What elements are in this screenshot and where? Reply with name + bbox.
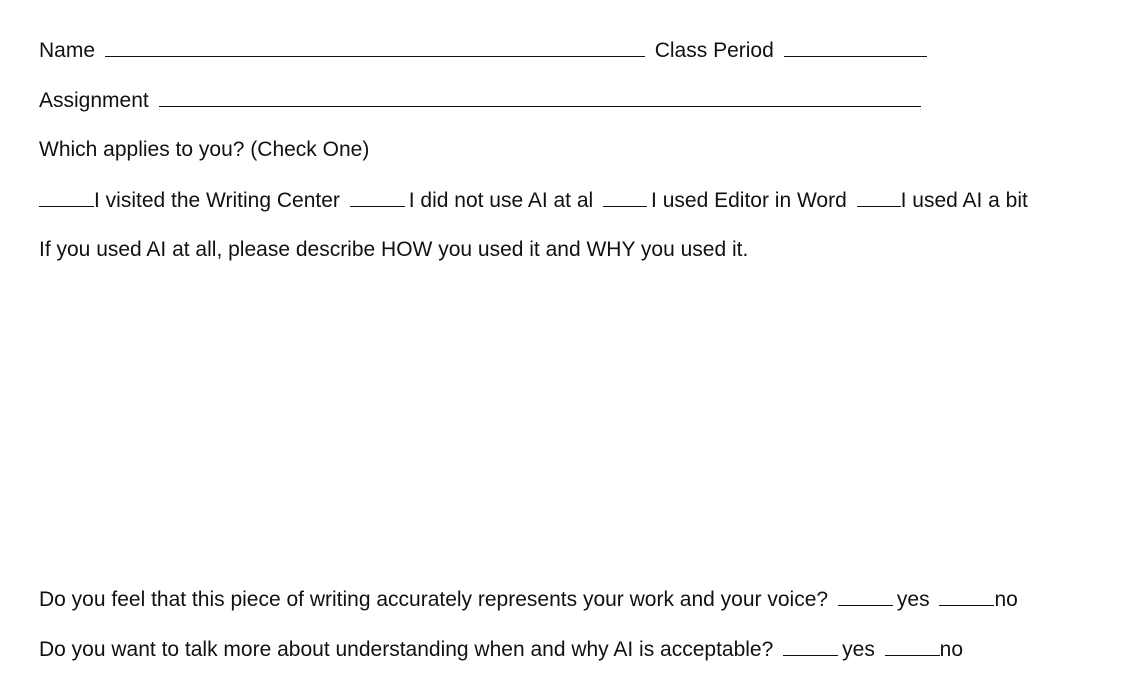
voice-no-blank[interactable] [939, 586, 994, 606]
option-writing-center-blank[interactable] [39, 187, 94, 207]
voice-no-label: no [994, 588, 1018, 611]
class-period-label: Class Period [654, 39, 774, 62]
talk-question: Do you want to talk more about understanding when and why AI is acceptable? [39, 638, 774, 661]
voice-question-row [39, 586, 1018, 613]
voice-yes-label: yes [896, 588, 930, 611]
options-row [39, 187, 1028, 214]
option-no-ai-label: I did not use AI at al [408, 189, 594, 212]
talk-yes-label: yes [842, 638, 875, 661]
option-no-ai-blank[interactable] [350, 187, 405, 207]
talk-question-row [39, 636, 963, 663]
voice-question: Do you feel that this piece of writing accurately represents your work and your voice? [39, 588, 829, 611]
assignment-label: Assignment [39, 89, 149, 112]
name-blank-field[interactable] [105, 37, 645, 57]
description-area[interactable] [39, 275, 1089, 570]
option-ai-bit-label: I used AI a bit [900, 189, 1028, 212]
option-editor-label: I used Editor in Word [651, 189, 847, 212]
option-editor-blank[interactable] [603, 187, 647, 207]
assignment-row [39, 87, 925, 114]
talk-no-blank[interactable] [885, 636, 940, 656]
option-writing-center-label: I visited the Writing Center [94, 189, 340, 212]
name-label: Name [39, 39, 96, 62]
assignment-blank-field[interactable] [159, 87, 921, 107]
voice-yes-blank[interactable] [838, 586, 893, 606]
check-prompt: Which applies to you? (Check One) [39, 138, 370, 161]
talk-yes-blank[interactable] [783, 636, 838, 656]
option-ai-bit-blank[interactable] [857, 187, 901, 207]
describe-prompt: If you used AI at all, please describe HOW you used it and WHY you used it. [39, 238, 749, 261]
talk-no-label: no [939, 638, 964, 661]
class-period-blank-field[interactable] [784, 37, 927, 57]
name-row [39, 37, 931, 64]
